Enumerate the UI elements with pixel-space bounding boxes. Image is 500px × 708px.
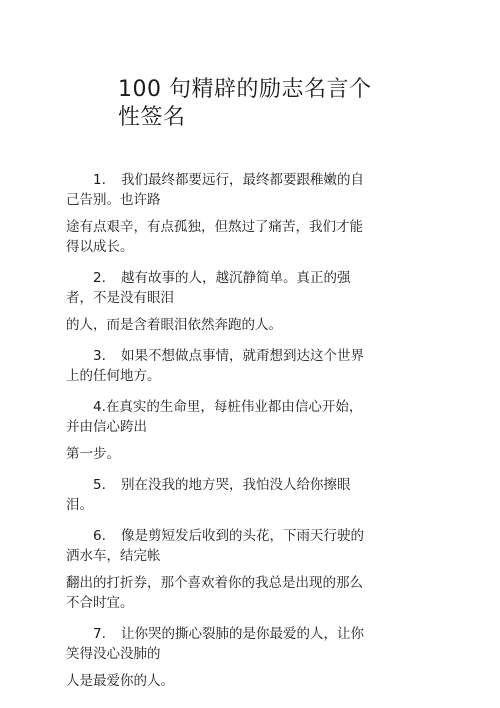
quote-item-7-line-1 <box>66 624 372 664</box>
quote-item-7-line-2: 人是最爱你的人。 <box>66 673 174 689</box>
quote-number: 7. <box>93 626 106 642</box>
quote-text: 越有故事的人，越沉静简单。真正的强者，不是没有眼泪 <box>66 270 351 306</box>
document-title: 100 句精辟的励志名言个性签名 <box>118 77 372 130</box>
quote-number: 6. <box>93 528 106 544</box>
quote-item-3-line-1 <box>66 346 372 386</box>
quote-item-6-line-1 <box>66 526 372 566</box>
quote-number: 1. <box>93 172 106 188</box>
quote-text: 像是剪短发后收到的头花，下雨天行驶的洒水车，结完帐 <box>66 528 364 564</box>
quote-item-6-line-2: 翻出的打折券，那个喜欢着你的我总是出现的那么不合时宜。 <box>66 575 363 611</box>
quote-text: 让你哭的撕心裂肺的是你最爱的人，让你笑得没心没肺的 <box>66 626 364 662</box>
quote-text: 如果不想做点事情，就甭想到达这个世界上的任何地方。 <box>66 348 364 384</box>
quote-number: 4. <box>93 399 106 415</box>
quote-text: 我们最终都要远行，最终都要跟稚嫩的自己告别。也许路 <box>66 172 364 208</box>
quote-text: 在真实的生命里，每桩伟业都由信心开始，并由信心跨出 <box>66 399 363 435</box>
quote-item-2-line-1 <box>66 268 372 308</box>
quote-number: 5. <box>93 477 106 493</box>
quote-item-2-line-2: 的人，而是含着眼泪依然奔跑的人。 <box>66 317 282 333</box>
quote-number: 2. <box>93 270 106 286</box>
quote-list <box>66 170 372 691</box>
quote-item-4-line-2: 第一步。 <box>66 446 120 462</box>
quote-item-1-line-1 <box>66 170 372 210</box>
quote-item-5-line-1 <box>66 475 372 515</box>
quote-item-4-line-1 <box>66 397 372 437</box>
quote-item-1-line-2: 途有点艰辛，有点孤独，但熬过了痛苦，我们才能得以成长。 <box>66 219 363 255</box>
quote-text: 别在没我的地方哭，我怕没人给你擦眼泪。 <box>66 477 351 513</box>
quote-number: 3. <box>93 348 106 364</box>
